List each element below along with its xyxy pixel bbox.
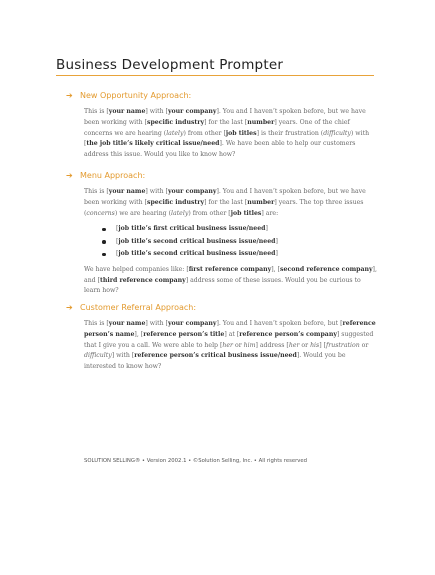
section-heading: [66, 171, 378, 180]
issue-list-item: [job title’s second critical business issue/need]: [102, 248, 378, 261]
section-heading-text: Customer Referral Approach:: [80, 303, 197, 312]
section-new-opportunity: [66, 91, 378, 161]
section-paragraph: This is [your name] with [your company]. You and I haven’t spoken before, but we have been working with [specific industry] for the last [number] years. The top three issues (concerns) we are hearing (lately) from other [job titles] are:: [84, 188, 366, 217]
section-paragraph: This is [your name] with [your company]. You and I haven’t spoken before, but [reference person’s name], [reference person’s title] at [reference person’s company] suggested that I give you a call. We were able to help [her or him] address [her or his] [frustration or difficulty] with [reference person’s critical business issue/need]. Would you be interested to know how?: [84, 320, 376, 371]
issue-list-item: [job title’s second critical business issue/need]: [102, 236, 378, 249]
section-paragraph: This is [your name] with [your company]. You and I haven’t spoken before, but we have been working with [specific industry] for the last [number] years. One of the chief concerns we are hearing (lately) from other [job titles] is their frustration (difficulty) with [the job title’s likely critical issue/need]. We have been able to help our customers address this issue. Would you like to know how?: [84, 108, 370, 159]
section-menu: [66, 171, 378, 297]
document-title: Business Development Prompter: [56, 57, 284, 73]
section-customer-referral: [66, 303, 378, 373]
document-footer: SOLUTION SELLING® • Version 2002.1 • ©Solution Selling, Inc. • All rights reserved: [84, 458, 308, 464]
arrow-right-icon: ➔: [66, 91, 73, 100]
arrow-right-icon: ➔: [66, 303, 73, 312]
arrow-right-icon: ➔: [66, 171, 73, 180]
section-heading: [66, 91, 378, 100]
section-heading-text: Menu Approach:: [80, 171, 146, 180]
issue-list-item: [job title’s first critical business issue/need]: [102, 223, 378, 236]
issue-list: [84, 223, 378, 261]
section-paragraph-2: We have helped companies like: [first reference company], [second reference company], and [third reference company] address some of these issues. Would you be curious to learn how?: [84, 265, 377, 295]
section-heading: [66, 303, 378, 312]
section-heading-text: New Opportunity Approach:: [80, 91, 192, 100]
title-rule: [56, 75, 374, 76]
